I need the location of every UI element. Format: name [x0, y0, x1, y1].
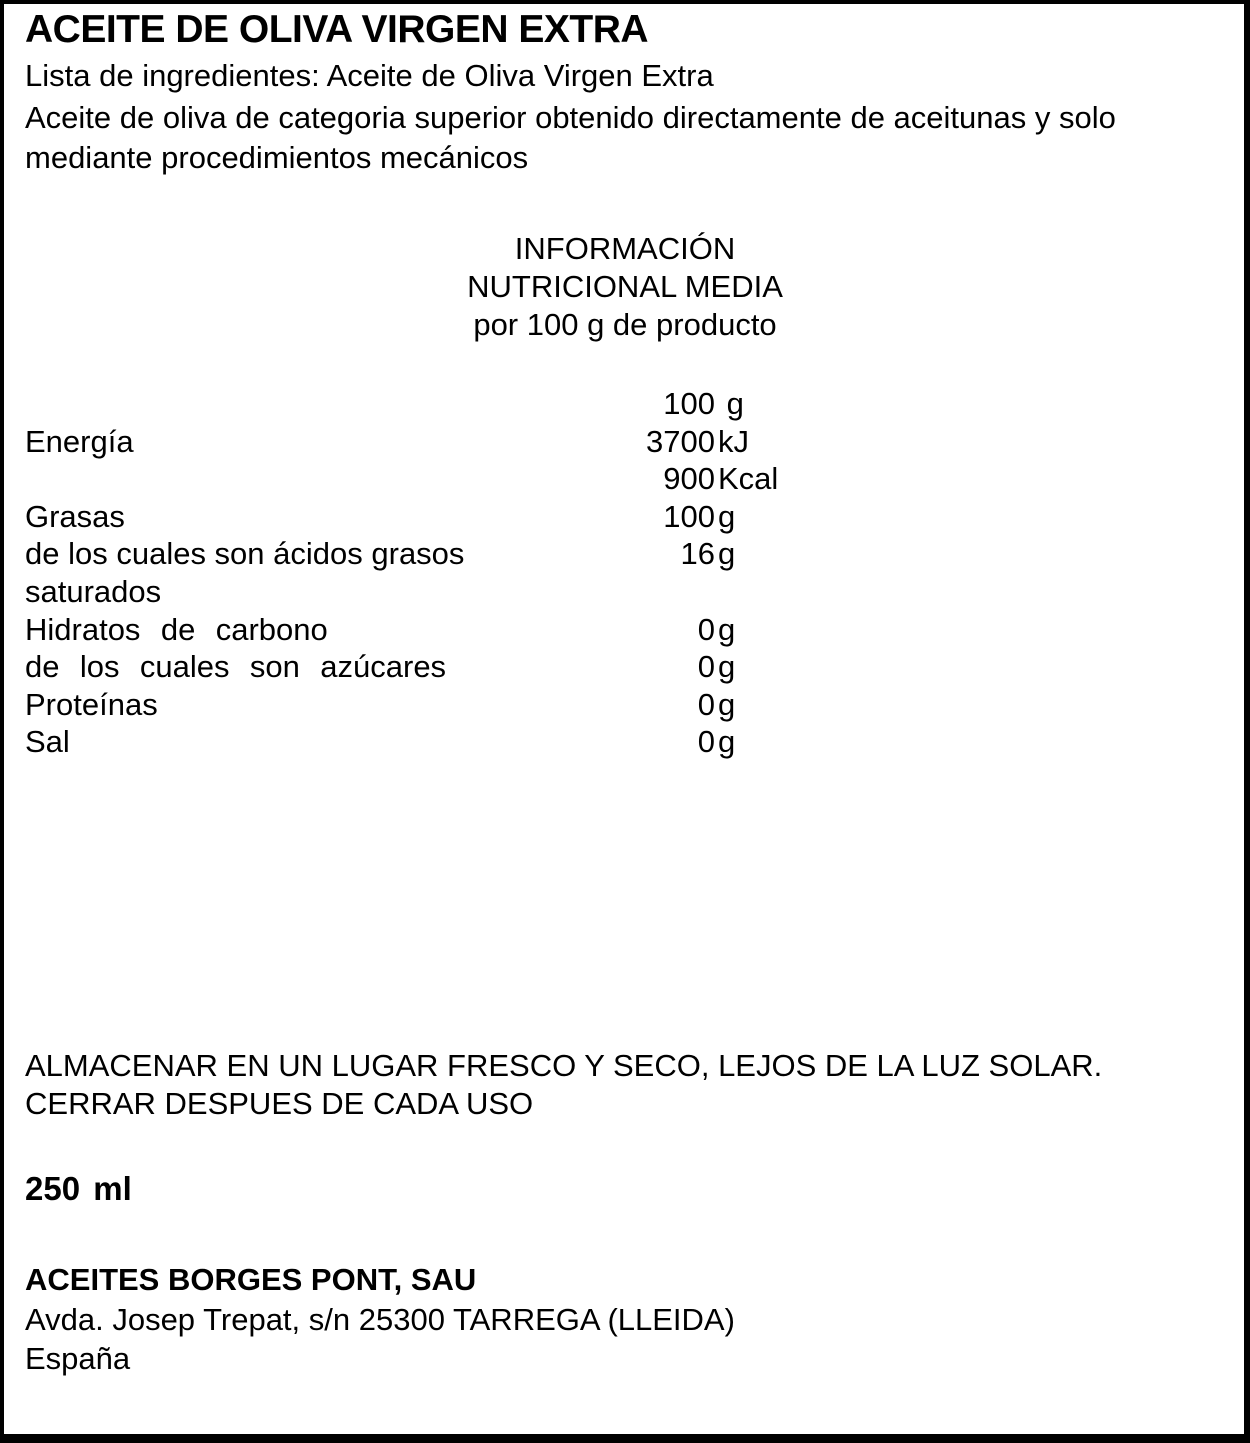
description-line: mediante procedimientos mecánicos [25, 140, 529, 175]
manufacturer-country: España [25, 1341, 131, 1376]
nutrition-unit: g [718, 498, 736, 534]
nutrition-row-energy-kcal [25, 460, 1205, 498]
nutrition-heading [70, 230, 1180, 344]
nutrition-value: 0 [697, 649, 715, 685]
nutrition-row-salt [25, 723, 1205, 761]
nutrition-row-protein [25, 686, 1205, 724]
product-description [25, 98, 1116, 178]
nutrition-value: 100 [663, 386, 715, 421]
nutrition-unit: g [718, 386, 744, 421]
nutrition-value: 3700 [646, 423, 715, 459]
nutrition-value: 900 [663, 461, 715, 497]
nutrition-row-energy-kj [25, 423, 1205, 461]
nutrition-row-carbohydrates [25, 611, 1205, 649]
storage-instructions [25, 1047, 1102, 1123]
nutrition-value: 16 [680, 536, 715, 572]
storage-line: CERRAR DESPUES DE CADA USO [25, 1086, 534, 1121]
nutrition-row-sugars [25, 648, 1205, 686]
nutrition-table [25, 385, 1205, 761]
nutrition-label: Sal [25, 724, 70, 760]
nutrition-label: Grasas [25, 498, 125, 534]
ingredients-line: Lista de ingredientes: Aceite de Oliva Virgen Extra [25, 58, 714, 93]
nutrition-value: 100 [663, 498, 715, 534]
nutrition-row-saturated-fat-cont [25, 573, 1205, 611]
manufacturer-address: Avda. Josep Trepat, s/n 25300 TARREGA (LLEIDA) [25, 1301, 735, 1337]
storage-line: ALMACENAR EN UN LUGAR FRESCO Y SECO, LEJOS DE LA LUZ SOLAR. [25, 1048, 1103, 1083]
nutrition-label: de los cuales son azúcares [25, 649, 447, 685]
product-title: ACEITE DE OLIVA VIRGEN EXTRA [25, 8, 649, 51]
nutrition-unit: g [718, 536, 736, 572]
nutrition-row-saturated-fat [25, 535, 1205, 573]
nutrition-heading-line: por 100 g de producto [473, 307, 777, 342]
nutrition-label: de los cuales son ácidos grasos [25, 536, 465, 572]
manufacturer-info [25, 1260, 735, 1379]
nutrition-unit: g [718, 724, 736, 760]
nutrition-row-fat [25, 498, 1205, 536]
nutrition-value: 0 [697, 724, 715, 760]
nutrition-unit: kJ [718, 423, 749, 459]
description-line: Aceite de oliva de categoria superior obtenido directamente de aceitunas y solo [25, 100, 1116, 135]
nutrition-unit: g [718, 611, 736, 647]
nutrition-heading-line: INFORMACIÓN [514, 231, 736, 266]
nutrition-unit: Kcal [718, 461, 779, 497]
nutrition-label: Hidratos de carbono [25, 611, 328, 647]
nutrition-label: saturados [25, 573, 162, 609]
nutrition-unit: g [718, 649, 736, 685]
nutrition-row-header [25, 385, 1205, 423]
nutrition-value: 0 [697, 611, 715, 647]
nutrition-value: 0 [697, 686, 715, 722]
nutrition-unit: g [718, 686, 736, 722]
nutrition-heading-line: NUTRICIONAL MEDIA [467, 269, 783, 304]
net-volume: 250 ml [25, 1170, 132, 1207]
nutrition-label: Energía [25, 423, 134, 459]
manufacturer-name: ACEITES BORGES PONT, SAU [25, 1262, 477, 1297]
nutrition-label: Proteínas [25, 686, 158, 722]
